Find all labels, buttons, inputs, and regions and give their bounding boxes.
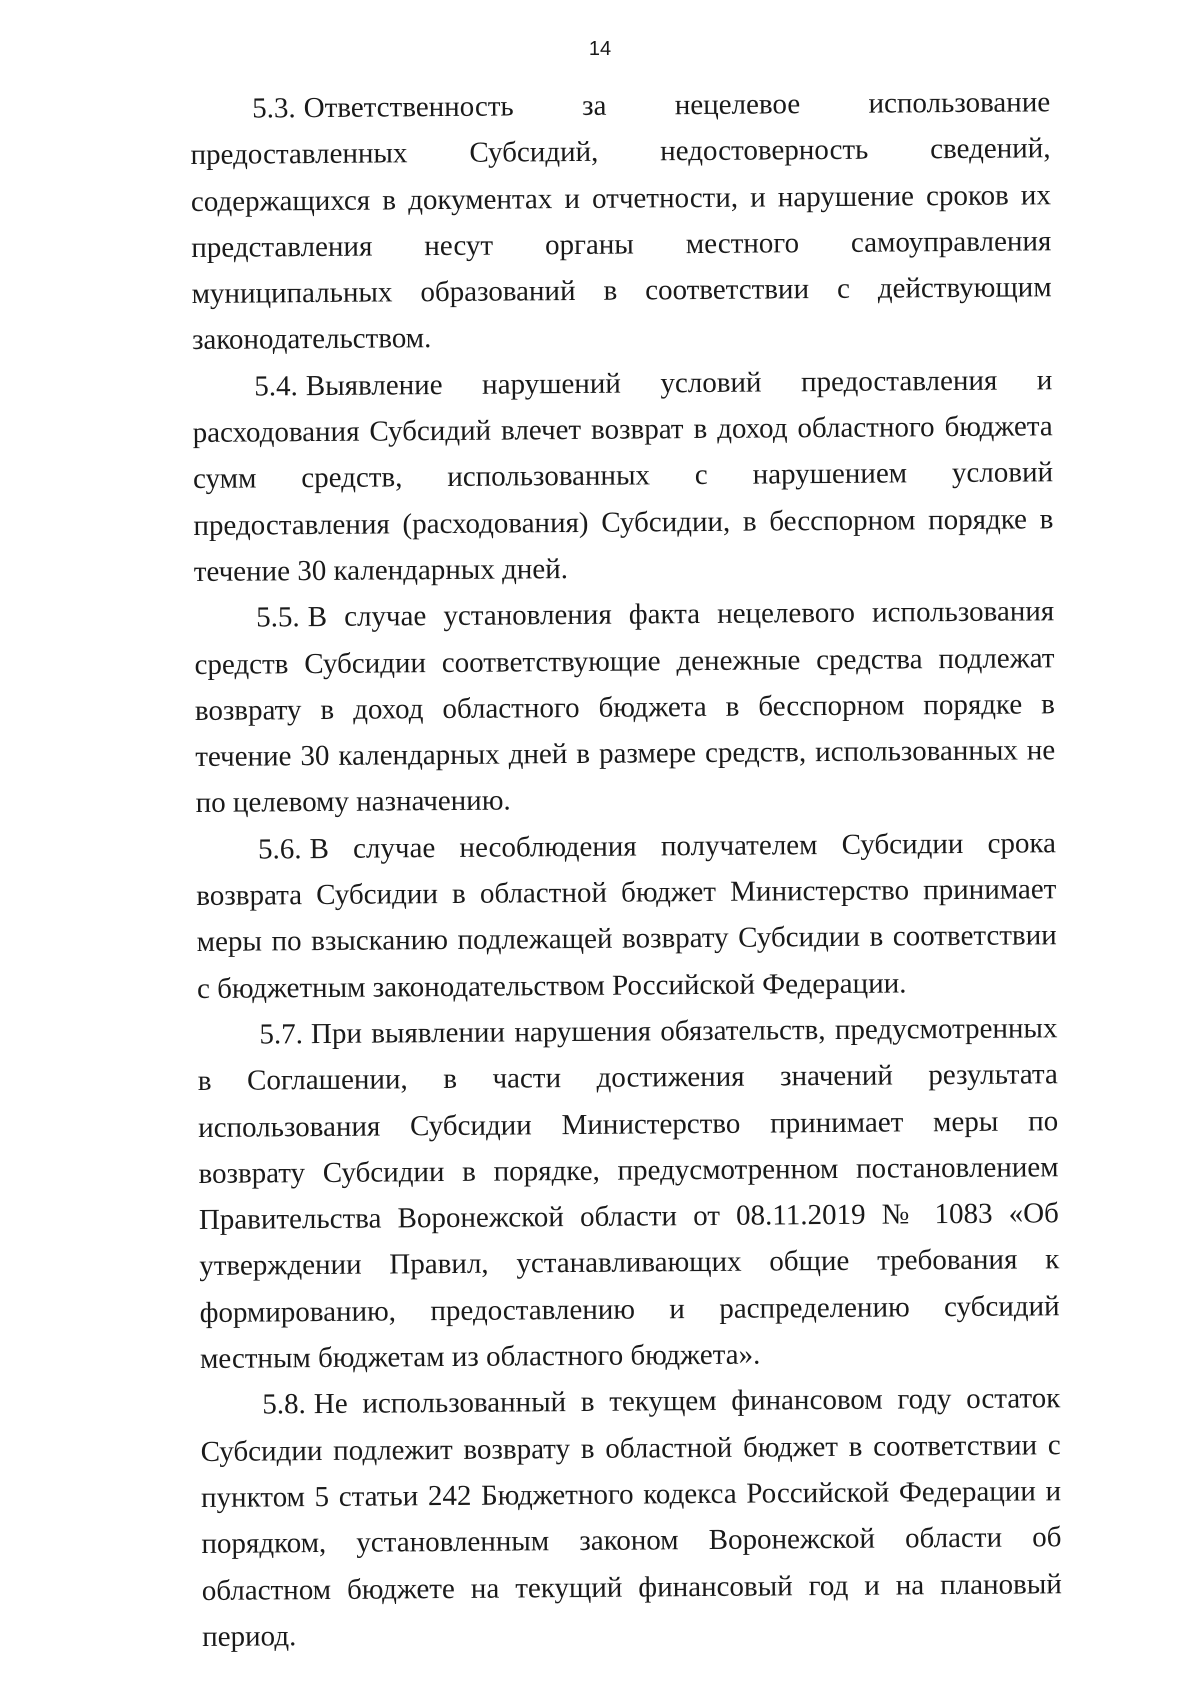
- paragraph-text: Выявление нарушений условий предоставления и расходования Субсидий влечет возврат в доход областного бюджета сумм средств, использованных с нарушением условий предоставления (расходования) Субсидии, в бесспорном порядке в течение 30 календарных дней.: [192, 364, 1054, 588]
- paragraph-5-6: [196, 820, 1057, 1012]
- paragraph-text: В случае несоблюдения получателем Субсидии срока возврата Субсидии в областной бюджет Министерство принимает меры по взысканию подлежащей возврату Субсидии в соответствии с бюджетным законодательством Российской Федерации.: [196, 826, 1057, 1005]
- paragraph-text: В случае установления факта нецелевого использования средств Субсидии соответствующие денежные средства подлежат возврату в доход областного бюджета в бесспорном порядке в течение 30 календарных дней в размере средств, использованных не по целевому назначению.: [194, 595, 1056, 820]
- page-number: 14: [588, 38, 612, 60]
- paragraph-5-4: [192, 357, 1054, 595]
- paragraph-5-3: [190, 79, 1052, 364]
- paragraph-5-8: [200, 1376, 1062, 1661]
- paragraph-text: Не использованный в текущем финансовом году остаток Субсидии подлежит возврату в областной бюджет в соответствии с пунктом 5 статьи 242 Бюджетного кодекса Российской Федерации и порядком, установленным законом Воронежской области об областном бюджете на текущий финансовый год и на плановый период.: [200, 1382, 1062, 1653]
- paragraph-5-5: [194, 588, 1056, 826]
- paragraph-number: 5.6.: [257, 832, 302, 866]
- document-body: [190, 79, 1062, 1660]
- paragraph-text: Ответственность за нецелевое использование предоставленных Субсидий, недостоверность сведений, содержащихся в документах и отчетности, и нарушение сроков их представления несут органы местного самоуправления муниципальных образований в соответствии с действующим законодательством.: [190, 86, 1052, 357]
- paragraph-number: 5.3.: [252, 92, 296, 125]
- paragraph-number: 5.8.: [262, 1388, 306, 1421]
- paragraph-number: 5.5.: [256, 601, 300, 634]
- paragraph-text: При выявлении нарушения обязательств, предусмотренных в Соглашении, в части достижения значений результата использования Субсидии Министерство принимает меры по возврату Субсидии в порядке, предусмотренном постановлением Правительства Воронежской области от 08.11.2019 № 1083 «Об утверждении Правил, устанавливающих общие требования к формированию, предоставлению и распределению субсидий местным бюджетам из областного бюджета».: [197, 1012, 1060, 1375]
- paragraph-number: 5.7.: [259, 1018, 304, 1051]
- paragraph-5-7: [197, 1005, 1060, 1382]
- paragraph-number: 5.4.: [254, 369, 298, 403]
